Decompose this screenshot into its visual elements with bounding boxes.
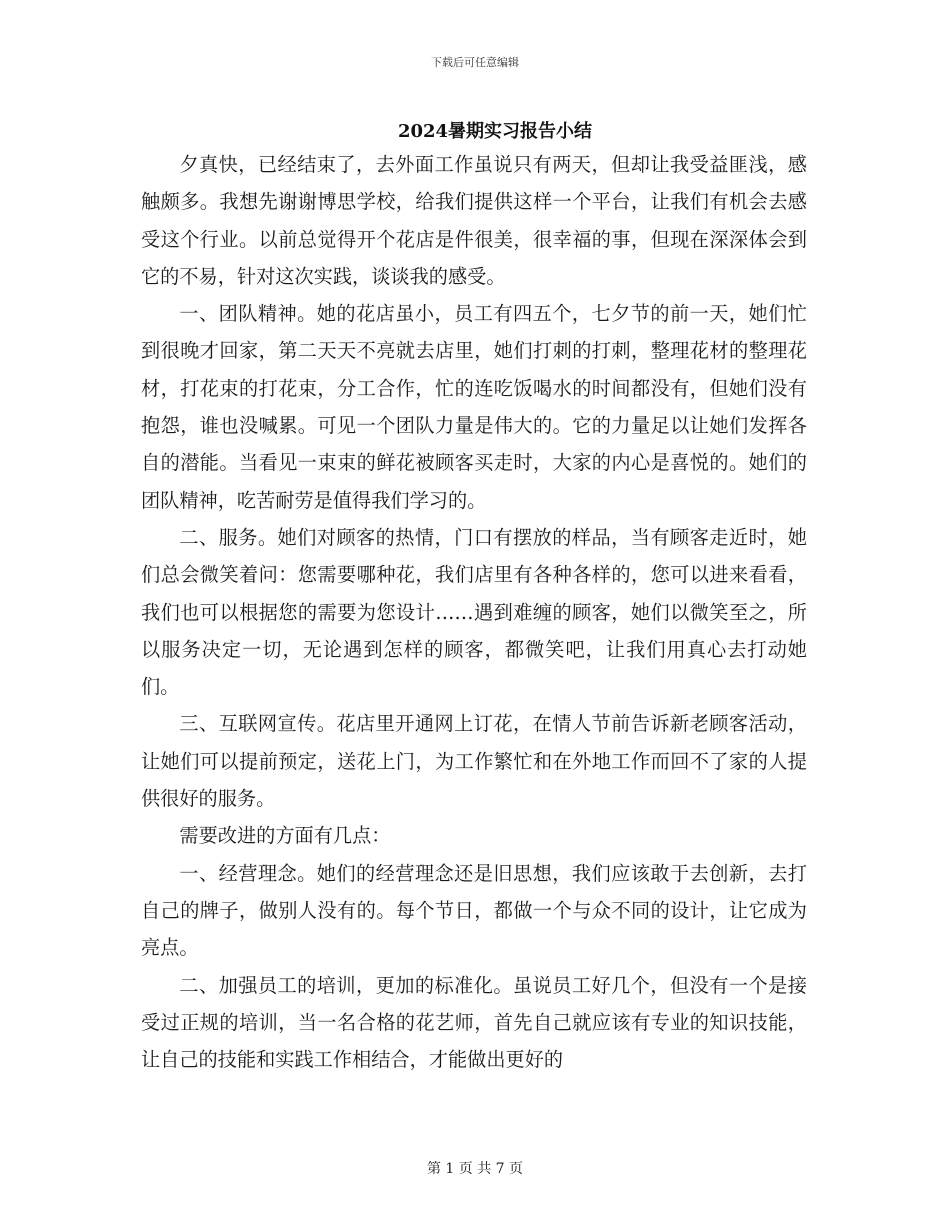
paragraph-staff-training: 二、加强员工的培训，更加的标准化。虽说员工好几个，但没有一个是接受过正规的培训，当一名合格的花艺师，首先自己就应该有专业的知识技能，让自己的技能和实践工作相结合，才能做出更好的 (141, 973, 807, 1072)
paragraph-service: 二、服务。她们对顾客的热情，门口有摆放的样品，当有顾客走近时，她们总会微笑着问：您需要哪种花，我们店里有各种各样的，您可以进来看看，我们也可以根据您的需要为您设计……遇到难缠的顾客，她们以微笑至之，所以服务决定一切，无论遇到怎样的顾客，都微笑吧，让我们用真心去打动她们。 (141, 525, 807, 699)
paragraph-intro: 夕真快，已经结束了，去外面工作虽说只有两天，但却让我受益匪浅，感触颇多。我想先谢谢博思学校，给我们提供这样一个平台，让我们有机会去感受这个行业。以前总觉得开个花店是件很美，很幸福的事，但现在深深体会到它的不易，针对这次实践，谈谈我的感受。 (141, 153, 807, 288)
paragraph-team-spirit: 一、团队精神。她的花店虽小，员工有四五个，七夕节的前一天，她们忙到很晚才回家，第二天天不亮就去店里，她们打刺的打刺，整理花材的整理花材，打花束的打花束，分工合作，忙的连吃饭喝水的时间都没有，但她们没有抱怨，谁也没喊累。可见一个团队力量是伟大的。它的力量足以让她们发挥各自的潜能。当看见一束束的鲜花被顾客买走时，大家的内心是喜悦的。她们的团队精神，吃苦耐劳是值得我们学习的。 (141, 302, 807, 512)
paragraph-improvements-heading: 需要改进的方面有几点： (179, 824, 391, 848)
document-title: 2024暑期实习报告小结 (397, 121, 593, 142)
paragraph-internet-promotion: 三、互联网宣传。花店里开通网上订花，在情人节前告诉新老顾客活动，让她们可以提前预定，送花上门，为工作繁忙和在外地工作而回不了家的人提供很好的服务。 (141, 712, 807, 811)
paragraph-business-philosophy: 一、经营理念。她们的经营理念还是旧思想，我们应该敢于去创新，去打自己的牌子，做别人没有的。每个节日，都做一个与众不同的设计，让它成为亮点。 (141, 861, 807, 960)
page-header-note: 下载后可任意编辑 (431, 56, 519, 69)
document-body (141, 146, 807, 1078)
page-number: 第 1 页 共 7 页 (426, 1161, 524, 1177)
